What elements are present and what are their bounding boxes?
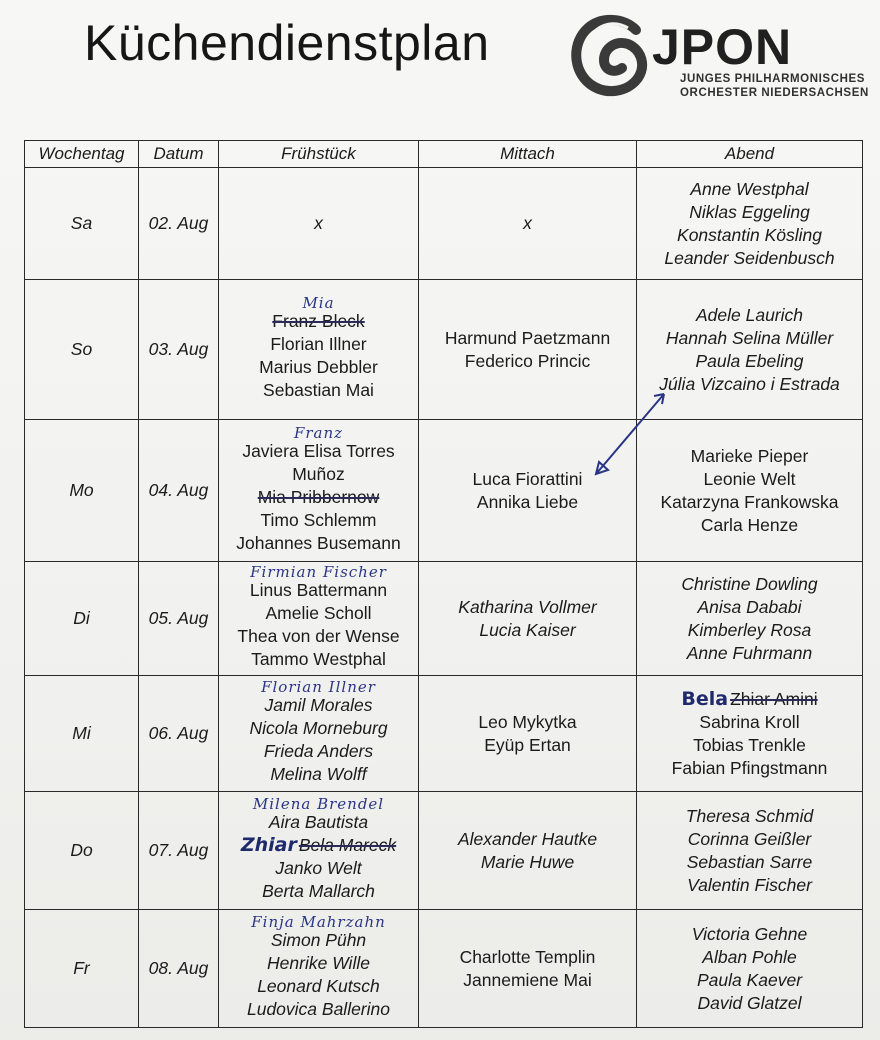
logo-subtitle bbox=[680, 72, 869, 100]
name-entry: Alexander Hautke bbox=[457, 828, 598, 849]
jpon-logo bbox=[566, 8, 876, 108]
name-entry: Aira Bautista bbox=[268, 812, 369, 832]
breakfast-cell bbox=[219, 168, 419, 280]
name-entry: Konstantin Kösling bbox=[677, 224, 822, 245]
name-entry: Anne Westphal bbox=[690, 178, 809, 199]
name-entry: Kimberley Rosa bbox=[687, 619, 812, 640]
column-header-breakfast: Frühstück bbox=[219, 141, 419, 168]
name-entry: Leonard Kutsch bbox=[257, 976, 380, 996]
weekday-cell: Di bbox=[25, 562, 139, 676]
jpon-logo-icon bbox=[566, 12, 656, 104]
breakfast-cell bbox=[219, 280, 419, 420]
name-entry: Anisa Dababi bbox=[697, 596, 802, 617]
date-cell: 04. Aug bbox=[139, 420, 219, 562]
name-entry: Leonie Welt bbox=[703, 468, 796, 489]
handwritten-note: Zhiar bbox=[240, 834, 297, 856]
handwritten-note: Florian Illner bbox=[261, 678, 376, 696]
name-entry: Amelie Scholl bbox=[265, 603, 372, 623]
name-entry: Frieda Anders bbox=[263, 741, 374, 761]
table-row bbox=[25, 792, 863, 910]
name-entry: Valentin Fischer bbox=[687, 874, 812, 895]
name-entry: Janko Welt bbox=[275, 858, 362, 878]
page-title: Küchendienstplan bbox=[84, 15, 490, 71]
name-entry: Sabrina Kroll bbox=[699, 711, 800, 732]
dinner-cell bbox=[637, 792, 863, 910]
name-entry: Muñoz bbox=[292, 463, 345, 484]
schedule-table bbox=[24, 140, 863, 1028]
name-entry: Marieke Pieper bbox=[690, 445, 809, 466]
name-entry: Henrike Wille bbox=[267, 953, 370, 973]
breakfast-cell bbox=[219, 676, 419, 792]
name-entry: Alban Pohle bbox=[702, 946, 797, 967]
dinner-cell bbox=[637, 280, 863, 420]
name-entry: Leander Seidenbusch bbox=[664, 247, 835, 268]
name-entry: Marius Debbler bbox=[259, 357, 378, 377]
handwritten-note: Mia bbox=[302, 294, 335, 312]
table-row bbox=[25, 168, 863, 280]
weekday-cell: So bbox=[25, 280, 139, 420]
lunch-cell bbox=[419, 168, 637, 280]
date-cell: 06. Aug bbox=[139, 676, 219, 792]
date-cell: 07. Aug bbox=[139, 792, 219, 910]
name-entry: x bbox=[314, 213, 323, 233]
name-entry: Christine Dowling bbox=[681, 573, 818, 594]
name-entry: Hannah Selina Müller bbox=[665, 327, 834, 348]
name-entry: Jannemiene Mai bbox=[463, 969, 592, 990]
table-row bbox=[25, 676, 863, 792]
breakfast-cell bbox=[219, 792, 419, 910]
table-row bbox=[25, 562, 863, 676]
name-entry: Tobias Trenkle bbox=[693, 734, 806, 755]
weekday-cell: Sa bbox=[25, 168, 139, 280]
name-entry: Javiera Elisa Torres bbox=[242, 440, 395, 461]
weekday-cell: Do bbox=[25, 792, 139, 910]
name-entry: Federico Princic bbox=[464, 350, 591, 371]
name-entry: Harmund Paetzmann bbox=[444, 327, 611, 348]
name-entry: Eyüp Ertan bbox=[484, 734, 571, 755]
name-entry: Katharina Vollmer bbox=[458, 596, 597, 617]
logo-subtitle-line: ORCHESTER NIEDERSACHSEN bbox=[680, 87, 869, 99]
name-entry: Johannes Busemann bbox=[236, 532, 401, 553]
name-entry: Theresa Schmid bbox=[685, 805, 814, 826]
logo-subtitle-line: JUNGES PHILHARMONISCHES bbox=[680, 73, 866, 85]
logo-name: JPON bbox=[652, 19, 793, 75]
handwritten-note: Finja Mahrzahn bbox=[251, 913, 386, 931]
lunch-cell bbox=[419, 676, 637, 792]
header-row bbox=[25, 141, 863, 168]
table-row bbox=[25, 420, 863, 562]
lunch-cell bbox=[419, 420, 637, 562]
name-entry: Jamil Morales bbox=[264, 695, 373, 715]
lunch-cell bbox=[419, 910, 637, 1028]
name-entry: Nicola Morneburg bbox=[249, 718, 388, 738]
struck-name-entry: Franz Bleck bbox=[272, 311, 365, 331]
column-header-date: Datum bbox=[139, 141, 219, 168]
handwritten-note: Milena Brendel bbox=[252, 795, 385, 813]
breakfast-cell bbox=[219, 562, 419, 676]
date-cell: 05. Aug bbox=[139, 562, 219, 676]
name-entry: David Glatzel bbox=[697, 992, 802, 1013]
handwritten-note: Firmian Fischer bbox=[250, 563, 387, 581]
name-entry: Sebastian Sarre bbox=[686, 851, 813, 872]
struck-name-entry: Mia Pribbernow bbox=[257, 486, 380, 507]
name-entry: Ludovica Ballerino bbox=[246, 999, 390, 1019]
breakfast-cell bbox=[219, 420, 419, 562]
name-entry: Florian Illner bbox=[270, 334, 367, 354]
name-entry: Júlia Vizcaino i Estrada bbox=[659, 373, 840, 394]
name-entry: Luca Fiorattini bbox=[472, 468, 583, 489]
handwritten-note: Bela bbox=[681, 687, 729, 710]
column-header-dinner: Abend bbox=[637, 141, 863, 168]
name-entry: Paula Kaever bbox=[696, 969, 803, 990]
name-entry: Berta Mallarch bbox=[262, 881, 375, 901]
name-entry: Katarzyna Frankowska bbox=[660, 491, 839, 512]
dinner-cell bbox=[637, 676, 863, 792]
name-entry: Charlotte Templin bbox=[459, 946, 596, 967]
date-cell: 08. Aug bbox=[139, 910, 219, 1028]
name-entry: Anne Fuhrmann bbox=[686, 642, 813, 663]
name-entry: Lucia Kaiser bbox=[479, 619, 576, 640]
column-header-lunch: Mittach bbox=[419, 141, 637, 168]
name-entry: Sebastian Mai bbox=[263, 380, 374, 400]
name-entry: Leo Mykytka bbox=[478, 711, 577, 732]
table-row bbox=[25, 280, 863, 420]
name-entry: Victoria Gehne bbox=[691, 923, 808, 944]
name-entry: Carla Henze bbox=[700, 514, 799, 535]
table-row bbox=[25, 910, 863, 1028]
lunch-cell bbox=[419, 792, 637, 910]
dinner-cell bbox=[637, 910, 863, 1028]
struck-name-entry: Bela Mareck bbox=[298, 835, 397, 855]
lunch-cell bbox=[419, 562, 637, 676]
lunch-cell bbox=[419, 280, 637, 420]
column-header-weekday: Wochentag bbox=[25, 141, 139, 168]
name-entry-with-note bbox=[637, 688, 862, 711]
name-entry: Annika Liebe bbox=[476, 491, 579, 512]
name-entry: Linus Battermann bbox=[249, 580, 388, 600]
name-entry: Melina Wolff bbox=[270, 764, 367, 784]
name-entry: x bbox=[523, 213, 532, 233]
name-entry: Marie Huwe bbox=[480, 851, 575, 872]
dinner-cell bbox=[637, 168, 863, 280]
dinner-cell bbox=[637, 420, 863, 562]
date-cell: 02. Aug bbox=[139, 168, 219, 280]
date-cell: 03. Aug bbox=[139, 280, 219, 420]
name-entry: Fabian Pfingstmann bbox=[671, 757, 828, 778]
name-entry: Tammo Westphal bbox=[251, 649, 386, 669]
breakfast-cell bbox=[219, 910, 419, 1028]
weekday-cell: Mo bbox=[25, 420, 139, 562]
name-entry: Timo Schlemm bbox=[260, 509, 377, 530]
name-entry-with-note bbox=[219, 834, 418, 857]
name-entry: Corinna Geißler bbox=[687, 828, 812, 849]
weekday-cell: Fr bbox=[25, 910, 139, 1028]
name-entry: Simon Pühn bbox=[270, 930, 367, 950]
name-entry: Thea von der Wense bbox=[237, 626, 400, 646]
name-entry: Adele Laurich bbox=[695, 304, 804, 325]
struck-name-entry: Zhiar Amini bbox=[730, 688, 818, 709]
handwritten-note: Franz bbox=[293, 423, 344, 442]
name-entry: Niklas Eggeling bbox=[689, 201, 810, 222]
weekday-cell: Mi bbox=[25, 676, 139, 792]
dinner-cell bbox=[637, 562, 863, 676]
name-entry: Paula Ebeling bbox=[695, 350, 804, 371]
